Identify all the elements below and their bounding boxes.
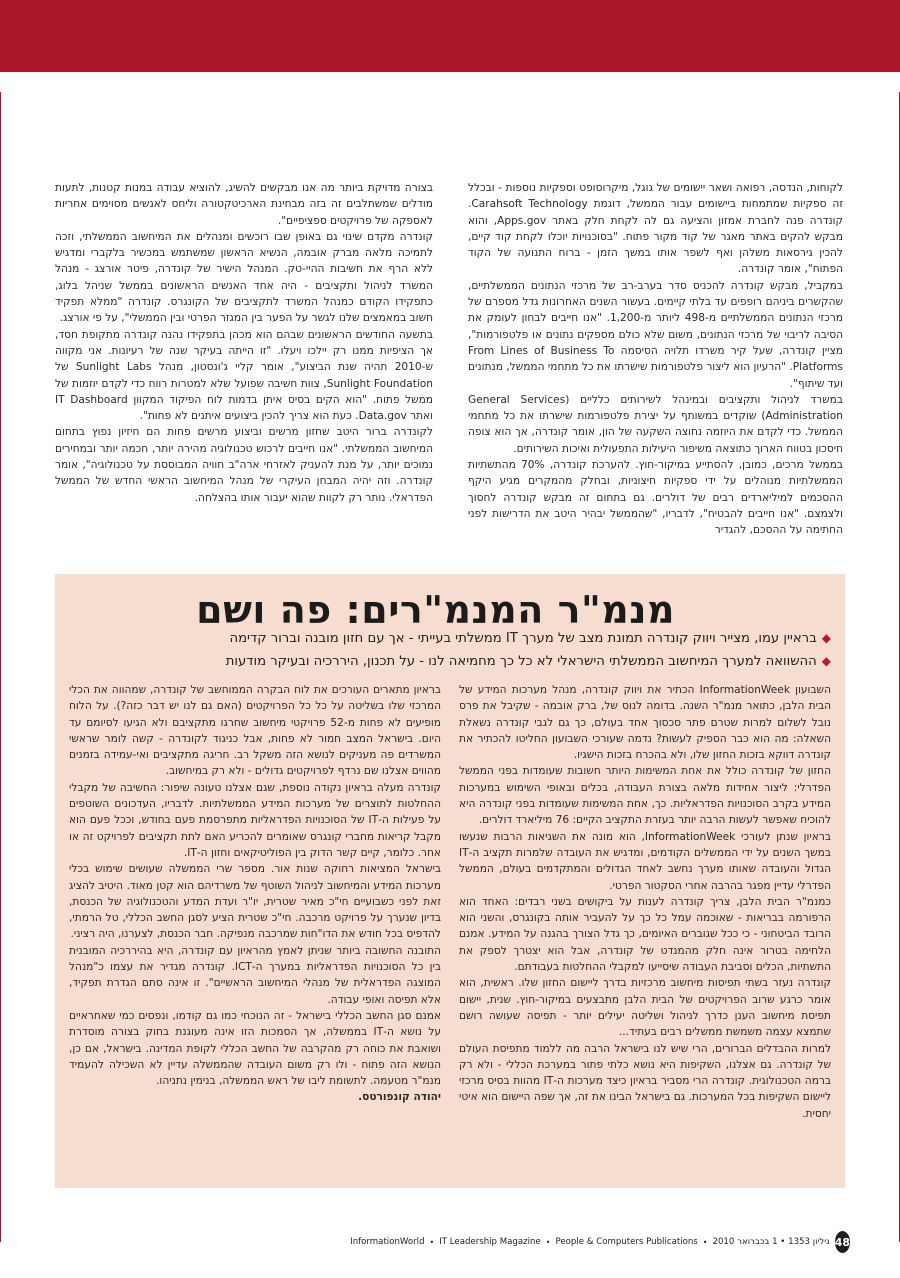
article-paragraph: קונדרה מקדם שינוי גם באופן שבו רוכשים ומנהלים את המיחשוב הממשלתי, וזכה לתמיכה מלאה מברק אובמה, הנשיא הראשון שמשתמש במכשיר בלקברי ומדגיש ללא הרף את חשיבות ההיי-טק. המנהל הישיר של קונדרה, פיטר אורצג - מנהל המשרד לניהול ותקציבים - היה אחד האנשים הראשונים בממשל שניהל בלוג, כתפקידו הקודם כמנהל המשרד לתקציבים של הקונגרס. קונדרה "ממלא תפקיד חשוב במאמצים שלנו לגשר על הפער בין המגזר הפרטי ובין הממשלי", על פי אורצג. [55, 230, 433, 325]
feature-subtitle-2 [71, 654, 831, 669]
footer-publication-2: IT Leadership Magazine [439, 1237, 541, 1247]
article-paragraph: בממשל מרכים, כמובן, להסתייע במיקור-חוץ. להערכת קונדרה, 70% מהתשתיות הממשלתיות מנוהלים על ידי ספקיות חיצוניות, ובחלק מהמקרים מגיע היקף ההסכמים למיליארדים רבים של דולרים. גם בתחום זה מבקש קונדרה לחסוך ולצמצם. "אנו חייבים להבטיח", לדבריו, "שהממשל יבהיר היטב את הדרישות לפני החתימה על ההסכם, להגדיר [468, 459, 843, 537]
feature-paragraph: אמנם סגן החשב הכללי בישראל - זה הנוכחי כמו גם קודמו, ונפסים כמי שאחראיים על נושא ה-IT בממשלה, אך הסמכות הזו אינה מעוגנת בחוק בצורה מוסדרת ושואבת את כוחה רק מהקרבה של החשב הכללי לקופת המדינה. בישראל, אם כן, הנושא הזה פתוח - ולו רק משום העובדה שהממשלה עדיין לא השכילה להעמיד מנמ"ר מטעמה. לתשומת ליבו של ראש הממשלה, בנימין נתניהו. [69, 1009, 441, 1088]
feature-paragraph: התובנה החשובה ביותר שניתן לאמץ מהראיון עם קונדרה, היא בהיררכיה המובנית בין כל הסוכנויות הפדראליות במערך ה-ICT. קונדרה מגדיר את עצמו כ"מנהל המוצגה הפדראלית של מנהלי המיחשוב הראשיים". זו אינה סתם הגדרת תפקיד, אלא תפיסה ואופי עבודה. [69, 944, 441, 1006]
page-footer [350, 1232, 850, 1252]
feature-title: מנמ"ר המנמ"רים: פה ושם [196, 588, 675, 632]
feature-paragraph: כמנמ"ר הבית הלבן, צריך קונדרה לענות על ביקושים בשני רבדים: האחד הוא הרפורמה בבריאות - שאוכמה עמל כל כך על להעביר אותה בקונגרס, והשני הוא הרובד הביטחוני - כי ככל שגוברים האיומים, כך גדל הצורך בהגנה על המידע. אמנם הלחימה בטרור אינה חלק מהמנדט של קונדרה, אבל הוא יצטרך לספק את התשתיות, הכלים וסביבת העבודה שיסייעו למקבלי ההחלטות בעבודתם. [459, 895, 831, 974]
article-paragraph: לקונדרה ברור היטב שחזון מרשים וביצוע מרשים פחות הם חיזיון נפוץ בתחום המיחשוב הממשלתי. "אנו חייבים לרכוש טכנולוגיה מהירה יותר, חכמה יותר ובמחירים נמוכים יותר, על מנת להעניק לאזרחי ארה"ב חוויה המבוססת על טכנולוגיה", אומר קונדרה. וזה יהיה המבחן העיקרי של מנהל המיחשוב הראשי החדש של הממשל הפדראלי. נותר רק לקוות שהוא יעבור אותו בהצלחה. [55, 426, 433, 504]
bullet-separator-icon: • [429, 1237, 435, 1247]
feature-paragraph: בראיון מתארים העורכים את לוח הבקרה הממוחשב של קונדרה, שמהווה את הכלי המרכזי שלו בשליטה על כל כל הפרויקטים (האם גם לנו יש דבר כזה?). על הלוח מופיעים לא פחות מ-52 פרויקטי מיחשוב שחרגו מתקציבם ולא הגיעו לסיומם עד היום. בישראל המצב חמור לא פחות, אבל כניגוד לקונדרה - קשה לומר שראשי המשרדים פה מעניקים לנושא הזה משקל רב. חריגה מתקציבים ואי-עמידה בזמנים מהווים אצלנו שם נרדף לפרויקטים גדולים - ולא רק במיחשוב. [69, 684, 441, 778]
article-paragraph: במקביל, מבקש קונדרה להכניס סדר בערב-רב של מרכזי הנתונים הממשלתיים, שהקשרים ביניהם רופפים עד בלתי קיימים. בעשור השנים האחרונות גדל מספרם של מרכזי הנתונים הממשלתיים מ-498 ליותר מ-1,200. "אנו חייבים לבחון לעומק את הסיבה לריבוי של מרכזי הנתונים, משום שלא כולם מספקים נתונים או פלטפורמות", מציין קונדרה, שעל קיר משרדו תלויה הסיסמה From Lines of Business To Platforms. "הרעיון הוא ליצור פלטפורמות שישרתו את כל מתחמי הממשל, מנתונים ועד שיתוף". [468, 279, 843, 390]
page-border-left [0, 92, 1, 1242]
article-column-right [468, 180, 843, 560]
subtitle-text: ההשוואה למערך המיחשוב הממשלתי הישראלי לא כל כך מחמיאה לנו - על תכנון, היררכיה ובעיקר מודעות [225, 654, 817, 669]
header-gap [0, 72, 900, 92]
feature-paragraph: בישראל המציאות רחוקה שנות אור. מספר שרי הממשלה שעושים שימוש בכלי מערכות המידע והמיחשוב לניהול השוטף של משרדיהם הוא קטן מאוד. היטיב להציג זאת לפני כשבועיים חי"כ מאיר שטרית, יו"ר ועדת המדע והטכנולוגיה של הכנסת, בדיון שנערך על פרויקט מרכבה. חי"כ שטרית הציע לסגן החשב הכללי, טל הרמתי, להדפיס בכל חודש את הדו"חות שמרכבה מנפיקה. חבר הכנסת, לצערנו, היה רציני. [69, 863, 441, 941]
article-paragraph: לקוחות, הנדסה, רפואה ושאר יישומים של גוגל, מיקרוסופט וספקיות נוספות - ובכלל זה ספקיות שמתמחות ביישומים עבור הממשל, דוגמת Carahsoft Technology. קונדרה פנה לחברת אמזון והציעה גם לה לקחת חלק באתר Apps.gov, והוא מבקש להקים באתר מאגר של קוד מקור פתוח. "בסוכנויות יוכלו לקחת קוד קיים, להכין גירסאות משלהן ואף לשפר אותו במשך הזמן - ברוח התנועה של הקוד הפתוח", אומר קונדרה. [468, 182, 843, 276]
feature-column-left [69, 682, 441, 1178]
footer-publication-1: People & Computers Publications [555, 1237, 698, 1247]
article-paragraph: במשרד לניהול ותקציבים ובמינהל לשירותים כלליים (General Services Administration) שוקדים במשותף על יצירת פלטפורמות שישרתו את כל מתחמי הממשל. כדי לקדם את היוזמה נחוצה השקעה של הון, אומר קונדרה, אך הוא צופה חיסכון בטווח הארוך כתוצאה משיפור היעילות התפעולית ואיכות השירותים. [468, 393, 843, 455]
feature-column-right [459, 682, 831, 1178]
article-paragraph: בצורה מדויקת ביותר מה אנו מבקשים להשיג, להוציא עבודה במנות קטנות, לתעות מודלים שמשתלבים זה בזה מבחינת הארכיטקטורה וליחס לאנשים מסוימים אחריות לאספקה של פרויקטים ספציפיים". [55, 182, 433, 227]
diamond-bullet-icon: ◆ [821, 654, 831, 668]
article-paragraph: בתשעה החודשים הראשונים שבהם הוא מכהן בתפקידו נהנה קונדרה מתקופת חסד, אך הציפיות ממנו רק יילכו ויעלו. "זו הייתה בעיקר שנה של רעיונות. אני מקווה ש-2010 תהיה שנת הביצוע", אומר קליי ג'ונסטון, מנהל Sunlight Labs של Sunlight Foundation, צוות חשיבה שפועל שלא למטרות רווח כדי לקדם יוזמות של ממשל פתוח. "הוא הקים בסיס איתן בדמות לוח הפיקוד המקוון IT Dashboard ואתר Data.gov. כעת הוא צריך להכין ביצועים איתנים לא פחות". [55, 328, 433, 423]
feature-subtitle-1 [71, 631, 831, 646]
subtitle-text: בראיין עמו, מצייר ויווק קונדרה תמונת מצב של מערך IT ממשלתי בעייתי - אך עם חזון מובנה וברור קדימה [229, 631, 817, 646]
page-number: 48 [835, 1231, 850, 1253]
footer-publication-3: InformationWorld [350, 1237, 425, 1247]
feature-paragraph: בראיון שנתן לעורכי InformationWeek, הוא מונה את השגיאות הרבות שנעשו במשך השנים על ידי הממשלים הקודמים, ומדגיש את העובדה שלמרות תקציב ה-IT הגדול והעובדה שאותו מערך נחשב לאחד הגדולים והמתקדמים בעולם, הממשל הפדרלי עדיין מפגר בהרבה אחרי הסקטור הפרטי. [459, 830, 831, 892]
feature-paragraph: החזון של קונדרה כולל את אחת המשימות היותר חשובות שעומדות בפני הממשל הפדרלי: ליצור אחידות מלאה בצורת העבודה, בכלים ובאופי השימוש במערכות המידע בקרב הסוכנויות הפדראליות. כך, אחת המשימות שעומדות בפני קונדרה היא להוכיח שאפשר לעשות הרבה יותר בעזרת התקציב הקיים: 76 מיליארד דולרים. [459, 765, 831, 827]
author-signature: יהודה קונפורטס. [358, 1091, 441, 1104]
feature-paragraph: למרות ההבדלים הברורים, הרי שיש לנו בישראל הרבה מה ללמוד מתפיסת העולם של קונדרה. גם אצלנו, השקיפות היא נושא כלתי פתור במערכת הכללי - ולא רק ברמה הטכנולוגית. קונדרה הרי מסביר בראיון כיצד מערכות ה-IT מהוות בסיס מרכזי ליישום השקיפות בכל המערכות. גם בישראל הבינו את זה, אך שפה היישום הוא איטי יחסית. [459, 1042, 831, 1120]
feature-paragraph: קונדרה נעזר בשתי תפיסות מיחשוב מרכזיות בדרך ליישום החזון שלו. ראשית, הוא אומר כרגע שרוב הפרויקטים של הבית הלבן מתבצעים במיקור-חוץ. שנית, יישום תפיסת מיחשוב הענן כדרך לניהול ושליטה יעילים יותר - תפיסה שעושה רושם שתמצא עצמה משמשת ממשלים רבים בעתיד... [459, 977, 831, 1039]
footer-issue: גיליון 1353 • 1 בכברואר 2010 [712, 1237, 830, 1247]
bullet-separator-icon: • [702, 1237, 708, 1247]
feature-paragraph: השבועון InformationWeek הכתיר את ויווק קונדרה, מנהל מערכות המידע של הבית הלבן, כתואר מנמ"ר השנה. בדומה לנוס של, ברק אובמה - שקיבל את פרס נובל לשלום למרות שטרם פתר סכסוך אחד בעולם, כך גם לגבי קונדרה נשאלת השאלה: מה הוא כבר הספיק לעשות? נדמה שעורכי השבועון החליטו להכתיר את קונדרה דווקא בזכות החזון שלו, ולא בהכרח בזכות הישגיו. [459, 684, 831, 762]
feature-box [55, 574, 845, 1188]
diamond-bullet-icon: ◆ [821, 631, 831, 645]
feature-paragraph: קונדרה מעלה בראיון נקודה נוספת, שגם אצלנו טעונה שיפור: החשיבה של מקבלי ההחלטות לתוצרים של מערכות המידע הממשלתיות. לדבריו, העדכונים השוטפים על פעילות ה-IT של הסוכנויות הפדראליות מתפרסמת פעם בחודש, וככל פעם הוא מקבל קריאות מחברי קונגרס שאומרים להכריע האם לתת תקציבים לפרויקט זה או אחר. כלומר, קיים קשר הדוק בין הפוליטיקאים וחזון ה-IT. [69, 781, 441, 859]
bullet-separator-icon: • [545, 1237, 551, 1247]
article-column-left [55, 180, 433, 560]
header-band [0, 0, 900, 72]
